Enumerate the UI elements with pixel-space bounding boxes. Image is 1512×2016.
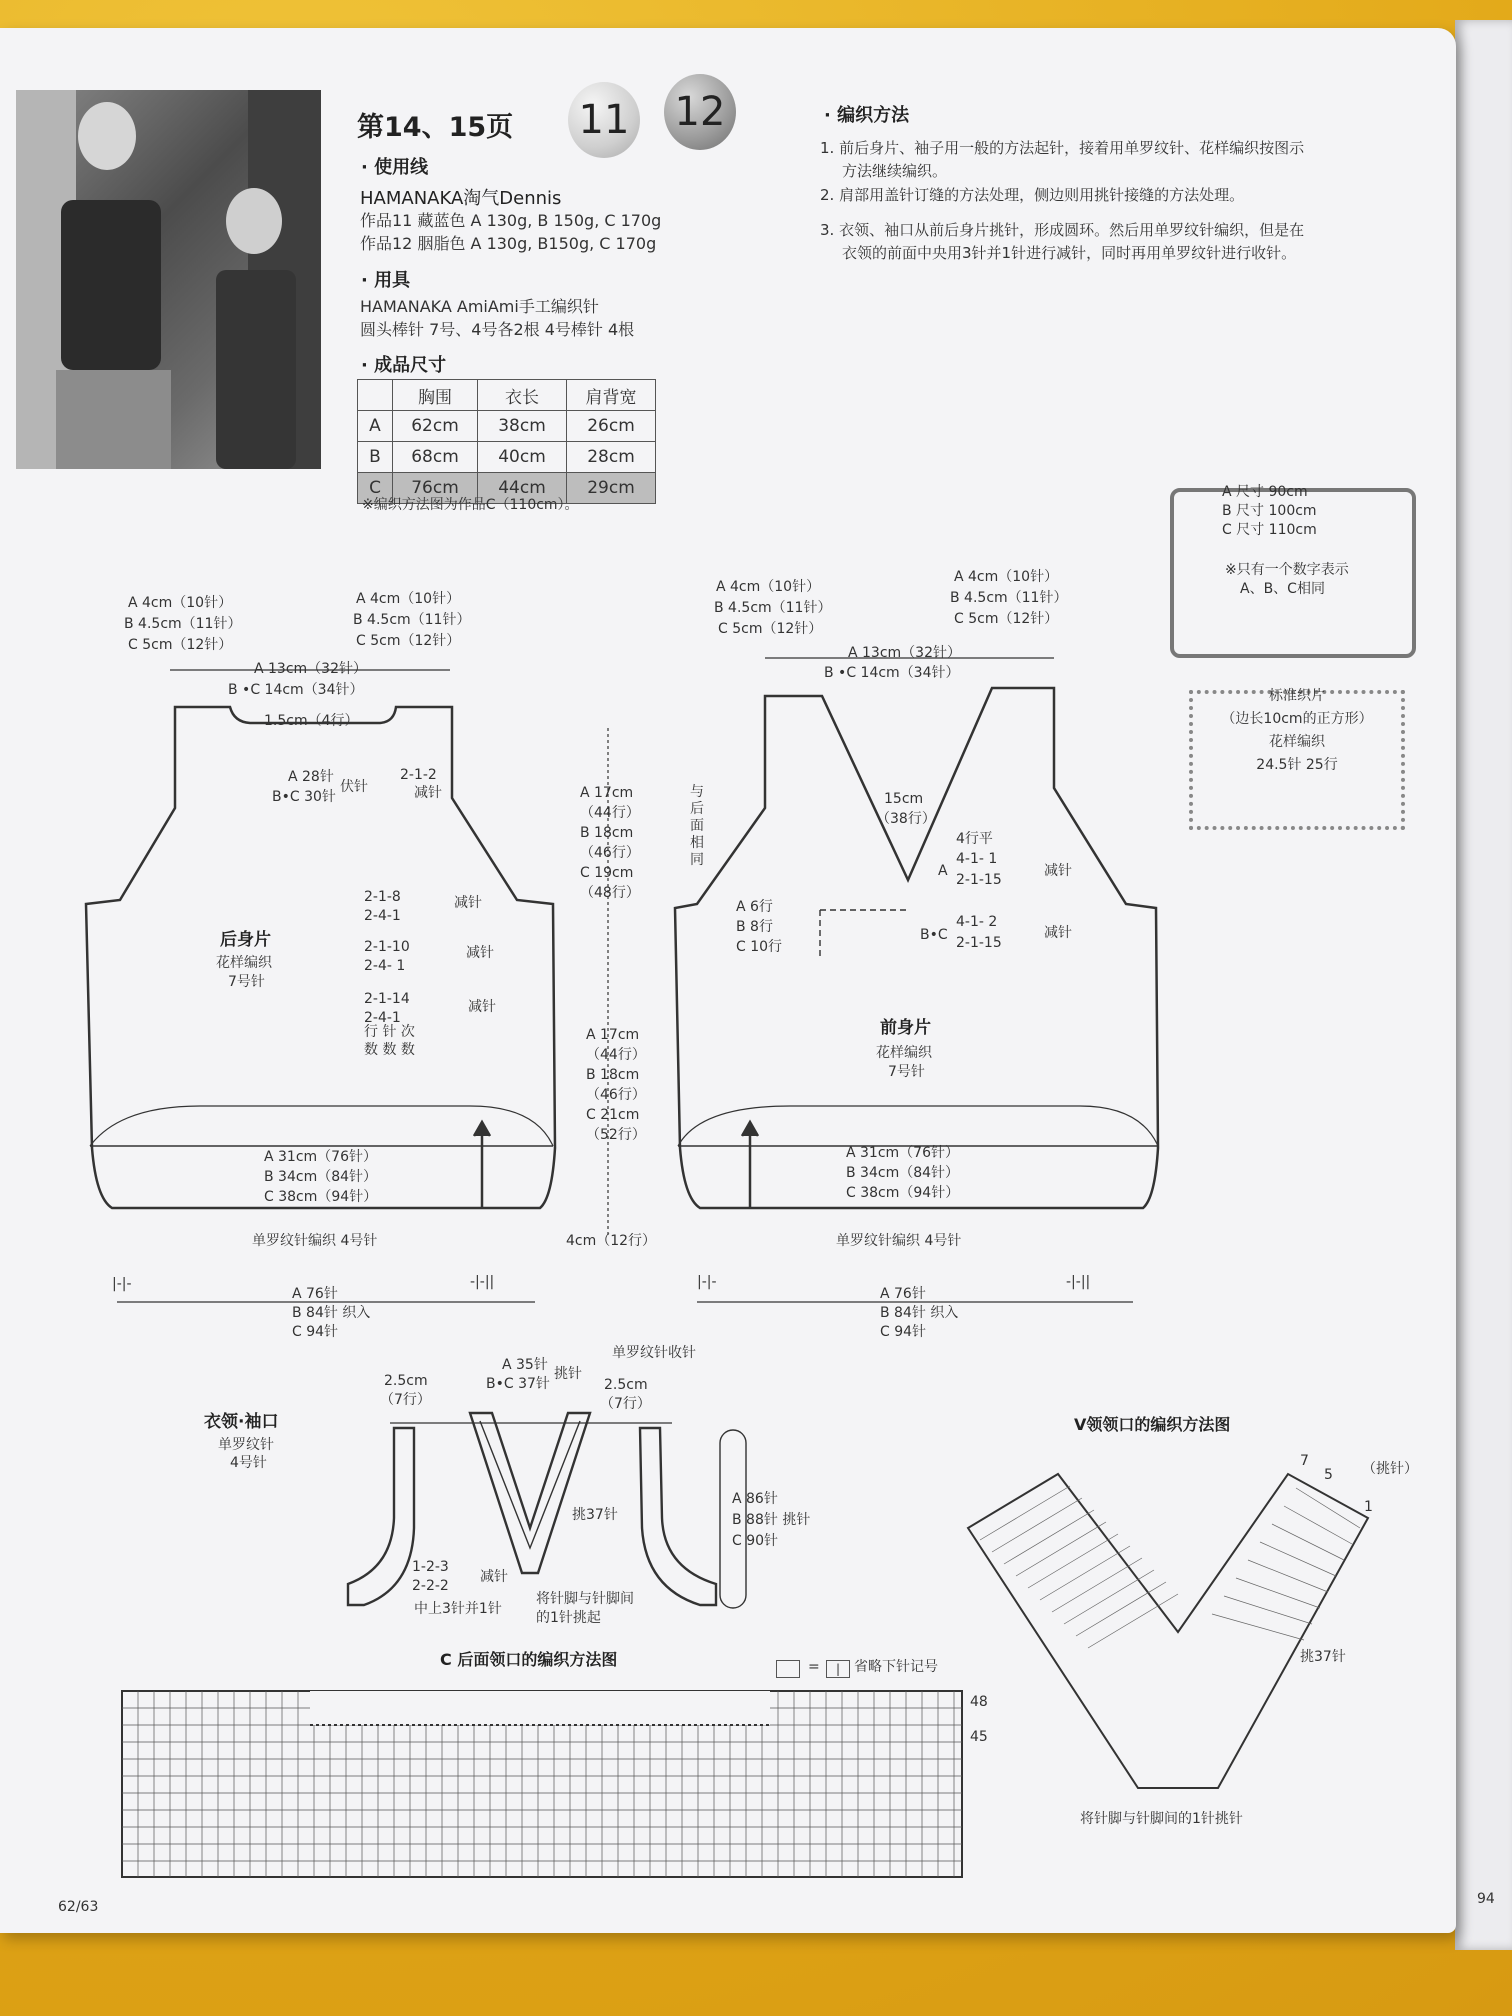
size-cell: 76cm [393, 473, 478, 504]
back-dec-c-2: 2-4-1 [364, 1010, 401, 1026]
collar-pick-between-1: 将针脚与针脚间 [536, 1591, 634, 1607]
book-page [0, 28, 1456, 1933]
body-rows-a: （44行） [586, 1047, 646, 1063]
size-note: ※编织方法图为作品C（110cm）。 [362, 497, 579, 513]
front-same-as-back: 与后面相同 [690, 784, 704, 868]
back-width-c: C 38cm（94针） [264, 1189, 378, 1205]
size-cell: 26cm [567, 411, 656, 442]
size-cell: A [358, 411, 393, 442]
armhole-length-c: C 19cm [580, 865, 634, 881]
armhole-rows-a: （44行） [580, 805, 640, 821]
armhole-length-a: A 17cm [580, 785, 634, 801]
front-cast-c: C 94针 [880, 1324, 927, 1340]
front-size-bc-label: B•C [920, 927, 948, 943]
front-v-dec-label-a: 减针 [1044, 863, 1072, 879]
back-shoulder-left-b: B 4.5cm（11针） [124, 616, 242, 632]
size-cell: 29cm [567, 473, 656, 504]
yarn-brand: HAMANAKA淘气Dennis [360, 188, 562, 209]
size-cell: 68cm [393, 442, 478, 473]
armhole-rows-c: （48行） [580, 885, 640, 901]
front-v-depth-rows: （38行） [876, 811, 936, 827]
front-shoulder-left-b: B 4.5cm（11针） [714, 600, 832, 616]
front-rib-mark-left: |-|- [697, 1274, 717, 1290]
gauge-title: 标准织片 [1269, 688, 1325, 704]
chart-legend-text: 省略下针记号 [854, 1659, 938, 1675]
legend-equals: = [808, 1659, 820, 1675]
method-step: 方法继续编织。 [842, 162, 948, 180]
size-header-shoulder: 肩背宽 [567, 380, 656, 411]
back-shoulder-left-a: A 4cm（10针） [128, 595, 233, 611]
collar-pick-bc: B•C 37针 [486, 1376, 550, 1392]
v-chart-row-1: 1 [1364, 1499, 1373, 1515]
back-dec-c-1: 2-1-14 [364, 991, 410, 1007]
size-cell: C [358, 473, 393, 504]
body-length-b: B 18cm [586, 1067, 640, 1083]
back-width-b: B 34cm（84针） [264, 1169, 378, 1185]
work11-yarn: 作品11 藏蓝色 A 130g, B 150g, C 170g [360, 211, 662, 230]
chart-row-45: 45 [970, 1729, 988, 1745]
size-cell: B [358, 442, 393, 473]
method-heading: · 编织方法 [824, 105, 910, 126]
knit-stitch-symbol: | [826, 1660, 850, 1678]
back-dec-b-2: 2-4- 1 [364, 958, 406, 974]
back-dec-legend: 行 针 次 [364, 1024, 415, 1040]
size-legend-note: ※只有一个数字表示 [1225, 562, 1349, 578]
back-dec-label-a: 减针 [454, 895, 482, 911]
size-legend-note2: A、B、C相同 [1240, 581, 1325, 597]
size-cell: 28cm [567, 442, 656, 473]
v-neck-chart-title: V领领口的编织方法图 [1074, 1415, 1231, 1434]
collar-dec-1: 1-2-3 [412, 1559, 449, 1575]
yarn-heading: · 使用线 [361, 157, 429, 178]
page-range-title: 第14、15页 [357, 112, 514, 143]
front-rows-b: B 8行 [736, 919, 773, 935]
body-length-a: A 17cm [586, 1027, 640, 1043]
back-cast-b: B 84针 织入 [292, 1305, 371, 1321]
method-step: 衣领的前面中央用3针并1针进行减针，同时再用单罗纹针进行收针。 [842, 244, 1297, 262]
front-shoulder-left-a: A 4cm（10针） [716, 579, 821, 595]
front-rows-c: C 10行 [736, 939, 783, 955]
back-needle: 7号针 [228, 974, 265, 990]
front-rib-mark-right: -|-|| [1066, 1274, 1091, 1290]
back-rib-mark-right: -|-|| [470, 1274, 495, 1290]
back-neck-dec-a: 2-1-2 [400, 767, 437, 783]
page-number: 62/63 [58, 1899, 99, 1915]
back-neck-dec-label: 减针 [414, 785, 442, 801]
size-cell: 62cm [393, 411, 478, 442]
back-neck-chart-title: C 后面领口的编织方法图 [440, 1650, 618, 1669]
collar-pick-label: 挑针 [554, 1366, 582, 1382]
front-v-dec-a-1: 4-1- 1 [956, 851, 998, 867]
v-chart-row-5: 5 [1324, 1467, 1333, 1483]
body-rows-b: （46行） [586, 1087, 646, 1103]
front-shoulder-right-b: B 4.5cm（11针） [950, 590, 1068, 606]
back-bindoff-a: A 28针 [288, 769, 334, 785]
back-dec-a-1: 2-1-8 [364, 889, 401, 905]
back-dec-b-1: 2-1-10 [364, 939, 410, 955]
back-pattern: 花样编织 [216, 955, 272, 971]
collar-stitch: 单罗纹针 [218, 1437, 274, 1453]
size-cell: 40cm [478, 442, 567, 473]
facing-page-number: 94 [1477, 1891, 1495, 1907]
front-width-a: A 31cm（76针） [846, 1145, 959, 1161]
size-cell: 44cm [478, 473, 567, 504]
size-header-length: 衣长 [478, 380, 567, 411]
front-cast-a: A 76针 [880, 1286, 926, 1302]
schematic-drawings [0, 28, 1456, 1933]
tools-heading: · 用具 [361, 270, 411, 291]
collar-bindoff-label: 单罗纹针收针 [612, 1345, 696, 1361]
collar-pick37: 挑37针 [572, 1507, 618, 1523]
body-rows-c: （52行） [586, 1127, 646, 1143]
armband-rows-right: （7行） [600, 1396, 651, 1412]
back-neck-width-a: A 13cm（32针） [254, 661, 367, 677]
armhole-pick-b: B 88针 挑针 [732, 1512, 811, 1528]
work12-yarn: 作品12 胭脂色 A 130g, B150g, C 170g [360, 234, 657, 253]
v-chart-pick-label: （挑针） [1362, 1461, 1418, 1477]
back-shoulder-right-a: A 4cm（10针） [356, 591, 461, 607]
back-dec-legend-2: 数 数 数 [364, 1042, 415, 1058]
front-pattern: 花样编织 [876, 1045, 932, 1061]
armhole-band-left [348, 1428, 414, 1605]
front-width-b: B 34cm（84针） [846, 1165, 960, 1181]
balloon-11: 11 [568, 82, 640, 158]
front-v-dec-bc-2: 2-1-15 [956, 935, 1002, 951]
rib-length: 4cm（12行） [566, 1233, 657, 1249]
back-rib-mark-left: |-|- [112, 1276, 132, 1292]
armband-width-left: 2.5cm [384, 1373, 428, 1389]
front-shoulder-right-c: C 5cm（12针） [954, 611, 1059, 627]
armhole-pick-c: C 90针 [732, 1533, 779, 1549]
front-needle: 7号针 [888, 1064, 925, 1080]
front-shoulder-right-a: A 4cm（10针） [954, 569, 1059, 585]
front-v-depth: 15cm [884, 791, 924, 807]
body-length-c: C 21cm [586, 1107, 640, 1123]
back-shoulder-right-b: B 4.5cm（11针） [353, 612, 471, 628]
front-rib-label: 单罗纹针编织 4号针 [836, 1233, 962, 1249]
back-bindoff-label: 伏针 [340, 779, 368, 795]
front-size-a-label: A [938, 863, 948, 879]
front-piece-title: 前身片 [880, 1018, 931, 1038]
back-width-a: A 31cm（76针） [264, 1149, 377, 1165]
collar-pick-between-2: 的1针挑起 [536, 1610, 601, 1626]
back-piece-title: 后身片 [220, 930, 271, 950]
size-header-chest: 胸围 [393, 380, 478, 411]
armhole-rows-b: （46行） [580, 845, 640, 861]
back-neck-depth: 1.5cm（4行） [264, 713, 359, 729]
front-v-dec-bc-1: 4-1- 2 [956, 914, 998, 930]
back-shoulder-left-c: C 5cm（12针） [128, 637, 233, 653]
back-bindoff-bc: B•C 30针 [272, 789, 336, 805]
gauge-count: 24.5针 25行 [1256, 757, 1338, 773]
size-legend-b: B 尺寸 100cm [1222, 503, 1317, 519]
armhole-length-b: B 18cm [580, 825, 634, 841]
method-step: 3. 衣领、袖口从前后身片挑针，形成圆环。然后用单罗纹针编织，但是在 [820, 221, 1305, 239]
collar-title: 衣领·袖口 [204, 1412, 279, 1432]
front-neck-width-a: A 13cm（32针） [848, 645, 961, 661]
back-cast-a: A 76针 [292, 1286, 338, 1302]
front-rows-a: A 6行 [736, 899, 773, 915]
v-neck-chart [968, 1474, 1368, 1788]
size-legend-c: C 尺寸 110cm [1222, 522, 1317, 538]
front-neck-width-bc: B •C 14cm（34针） [824, 665, 960, 681]
back-neck-width-bc: B •C 14cm（34针） [228, 682, 364, 698]
back-shoulder-right-c: C 5cm（12针） [356, 633, 461, 649]
v-chart-pick37: 挑37针 [1300, 1649, 1346, 1665]
collar-center-dec: 中上3针并1针 [414, 1601, 502, 1617]
back-dec-label-c: 减针 [468, 999, 496, 1015]
size-legend-a: A 尺寸 90cm [1222, 484, 1308, 500]
gauge-pattern: 花样编织 [1269, 734, 1325, 750]
v-chart-row-7: 7 [1300, 1453, 1309, 1469]
balloon-12: 12 [664, 74, 736, 150]
front-shoulder-left-c: C 5cm（12针） [718, 621, 823, 637]
collar-pick-a: A 35针 [502, 1357, 548, 1373]
back-dec-a-2: 2-4-1 [364, 908, 401, 924]
front-v-dec-label-bc: 减针 [1044, 925, 1072, 941]
back-rib-label: 单罗纹针编织 4号针 [252, 1233, 378, 1249]
armhole-pick-a: A 86针 [732, 1491, 778, 1507]
method-step: 2. 肩部用盖针订缝的方法处理，侧边则用挑针接缝的方法处理。 [820, 186, 1245, 204]
armband-width-right: 2.5cm [604, 1377, 648, 1393]
front-cast-b: B 84针 织入 [880, 1305, 959, 1321]
tools-needles: 圆头棒针 7号、4号各2根 4号棒针 4根 [360, 320, 635, 339]
size-heading: · 成品尺寸 [361, 355, 447, 376]
facing-page [1455, 20, 1512, 1950]
blank-cell-symbol [776, 1660, 800, 1678]
back-dec-label-b: 减针 [466, 945, 494, 961]
method-step: 1. 前后身片、袖子用一般的方法起针，接着用单罗纹针、花样编织按图示 [820, 139, 1305, 157]
tools-brand: HAMANAKA AmiAmi手工编织针 [360, 297, 599, 316]
collar-dec-label: 减针 [480, 1569, 508, 1585]
armband-rows-left: （7行） [380, 1392, 431, 1408]
back-cast-c: C 94针 [292, 1324, 339, 1340]
v-chart-bottom-note: 将针脚与针脚间的1针挑针 [1080, 1811, 1243, 1827]
gauge-square: （边长10cm的正方形） [1221, 711, 1373, 727]
front-flat-rows: 4行平 [956, 831, 993, 847]
armhole-band-right [640, 1428, 716, 1605]
chart-row-48: 48 [970, 1694, 988, 1710]
front-v-dec-a-2: 2-1-15 [956, 872, 1002, 888]
front-width-c: C 38cm（94针） [846, 1185, 960, 1201]
collar-needle: 4号针 [230, 1455, 267, 1471]
size-cell: 38cm [478, 411, 567, 442]
collar-dec-2: 2-2-2 [412, 1578, 449, 1594]
